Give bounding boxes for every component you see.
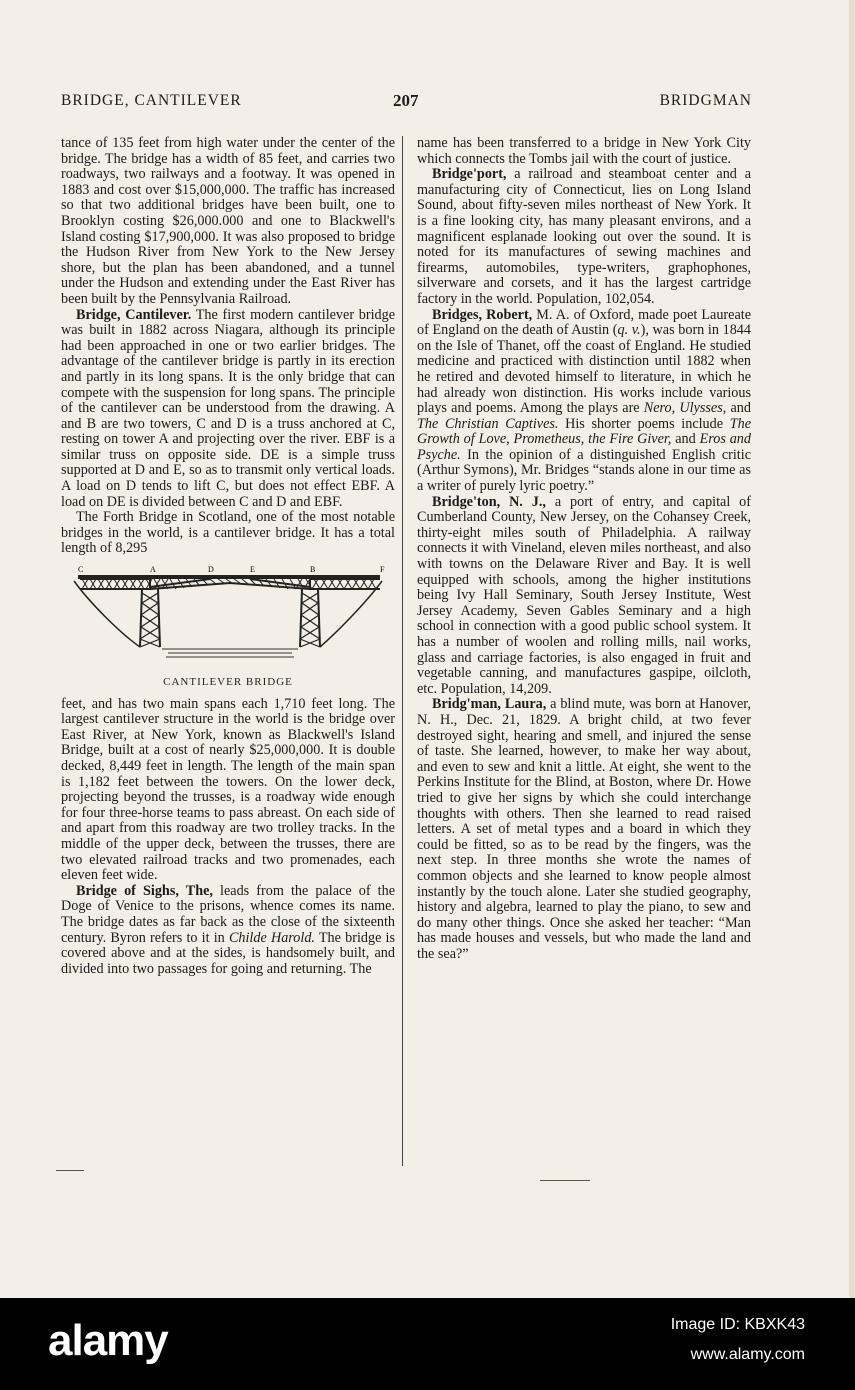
image-id-label: Image ID: KBXK43 — [670, 1316, 805, 1333]
entry-bridge-cantilever: Bridge, Cantilever. The first modern cantilever bridge was built in 1882 across Niagara, although its principle had been approached in one or two earlier bridges. The advantage of the cantilever bridge is partly in its erection and partly in its long spans. It is the only bridge that can compete with the suspension for long spans. The principle of the cantilever can be understood from the drawing. A and B are two towers, C and D is a truss anchored at C, resting on tower A and projecting over the river. EBF is a similar truss on opposite side. DE is a simple truss supported at D and E, so as to transmit only vertical loads. A load on D tends to lift C, but does not effect EBF. A load on DE is divided between C and D and EBF. — [61, 306, 395, 510]
entry-bridge-of-sighs: Bridge of Sighs, The, leads from the palace of the Doge of Venice to the prisons, whence comes its name. The bridge dates as far back as the close of the sixteenth century. Byron refers to it in Childe Harold. The bridge is covered above and at the sides, is handsomely built, and divided into two passages for going and returning. The — [61, 882, 396, 977]
running-header-right: BRIDGMAN — [659, 92, 752, 109]
figure-label-c: C — [78, 565, 84, 575]
headword: Bridges, Robert, — [432, 306, 533, 323]
paragraph-forth-bridge: The Forth Bridge in Scotland, one of the most notable bridges in the world, is a cantilever bridge. It has a total length of 8,295 — [61, 509, 395, 557]
cantilever-bridge-figure — [61, 563, 395, 691]
left-column — [61, 136, 395, 977]
figure-label-a: A — [150, 565, 156, 575]
headword: Bridg'man, Laura, — [432, 696, 547, 713]
entry-bridgman-laura: Bridg'man, Laura, a blind mute, was born at Hanover, N. H., Dec. 21, 1829. A bright child, at two fever destroyed sight, hearing and smell, and injured the sense of taste. She learned, however, to make her way about, and even to sew and knit a little. At eight, she went to the Perkins Institute for the Blind, at Boston, where Dr. Howe tried to give her signs by which she could interchange thoughts with others. Then she learned to read raised letters. A set of metal types and a board in which they could be fitted, so as to be read by the fingers, was the next step. In three months she wrote the names of common objects and she learned to know people almost instantly by the touch alone. Later she studied geography, history and algebra, learned to play the piano, to sew and do many other things. Once she asked her teacher: “Man has made houses and vessels, but who made the land and the sea?” — [417, 696, 751, 962]
entry-bridgeton: Bridge'ton, N. J., a port of entry, and capital of Cumberland County, New Jersey, on the Cohansey Creek, thirty-eight miles south of Philadelphia. A railway connects it with Vineland, eleven miles northeast, and also with towns on the Delaware River and Bay. It is well equipped with schools, among the higher institutions being Ivy Hall Seminary, South Jersey Institute, West Jersey Academy, Seven Gables Seminary and a high school in connection with a good public school system. It has a number of woolen and rolling mills, nail works, glass and carriage factories, is also engaged in fruit and vegetable canning, and manufactures gaspipe, oilcloth, etc. Population, 14,209. — [417, 493, 751, 697]
paragraph-brooklyn-bridge-cont: tance of 135 feet from high water under the center of the bridge. The bridge has a width of 85 feet, and carries two roadways, two railways and a footway. It was opened in 1883 and cost over $15,000,000. The traffic has increased so that two additional bridges have been built, one to Brooklyn costing $26,000.000 and one to Blackwell's Island costing $17,900,000. It was also proposed to bridge the Hudson River from New York to the New Jersey shore, but the plan has been abandoned, and a tunnel under the Hudson and extending under the East River has been built by the Pennsylvania Railroad. — [61, 135, 395, 307]
figure-label-f: F — [380, 565, 385, 575]
footer-rule-left — [56, 1170, 84, 1171]
figure-caption: CANTILEVER BRIDGE — [163, 676, 293, 689]
figure-label-e: E — [250, 565, 255, 575]
entry-bridgeport: Bridge'port, a railroad and steamboat center and a manufacturing city of Connecticut, lies on Long Island Sound, about fifty-seven miles northeast of New York. It is a fine looking city, has many pleasant environs, and a magnificent esplanade looking out over the sound. It is noted for its manufactures of sewing machines and firearms, automobiles, type-writers, graphophones, silverware and corsets, and it has the largest cartridge factory in the world. Population, 102,054. — [417, 166, 751, 307]
figure-label-b: B — [310, 565, 316, 575]
headword: Bridge'port, — [432, 166, 507, 183]
right-column — [417, 136, 751, 962]
page-edge-shadow — [849, 0, 855, 1298]
footer-rule-right — [540, 1180, 590, 1181]
running-header-left: BRIDGE, CANTILEVER — [61, 92, 242, 109]
headword: Bridge of Sighs, The, — [76, 882, 213, 899]
column-divider — [402, 136, 403, 1166]
headword: Bridge, Cantilever. — [76, 306, 192, 323]
figure-label-d: D — [208, 565, 214, 575]
watermark-url: www.alamy.com — [690, 1346, 805, 1363]
entry-bridges-robert: Bridges, Robert, M. A. of Oxford, made poet Laureate of England on the death of Austin (q. v.), was born in 1844 on the Isle of Thanet, off the coast of England. He studied medicine and practiced with distinction until 1882 when he retired and devoted himself to literature, in which he had already won distinction. His works include various plays and poems. Among the plays are Nero, Ulysses, and The Christian Captives. His shorter poems include The Growth of Love, Prometheus, the Fire Giver, and Eros and Psyche. In the opinion of a distinguished English critic (Arthur Symons), Mr. Bridges “stands alone in our time as a writer of purely lyric poetry.” — [417, 306, 751, 495]
page-number: 207 — [393, 91, 419, 110]
cantilever-bridge-illustration — [70, 563, 386, 667]
paragraph-forth-bridge-cont: feet, and has two main spans each 1,710 feet long. The largest cantilever structure in the world is the bridge over East River, at New York, known as Blackwell's Island Bridge, built at a cost of nearly $25,000,000. It is double decked, 8,449 feet in length. The length of the main span is 1,182 feet between the towers. On the lower deck, projecting beyond the trusses, is a roadway wide enough for four three-horse teams to pass abreast. On each side of and apart from this roadway are two trolley tracks. In the middle of the upper deck, between the trusses, there are two elevated railroad tracks and two promenades, each eleven feet wide. — [61, 695, 395, 884]
headword: Bridge'ton, N. J., — [432, 493, 546, 510]
paragraph-bridge-of-sighs-cont: name has been transferred to a bridge in New York City which connects the Tombs jail with the court of justice. — [417, 135, 751, 167]
alamy-logo: alamy — [48, 1316, 168, 1365]
